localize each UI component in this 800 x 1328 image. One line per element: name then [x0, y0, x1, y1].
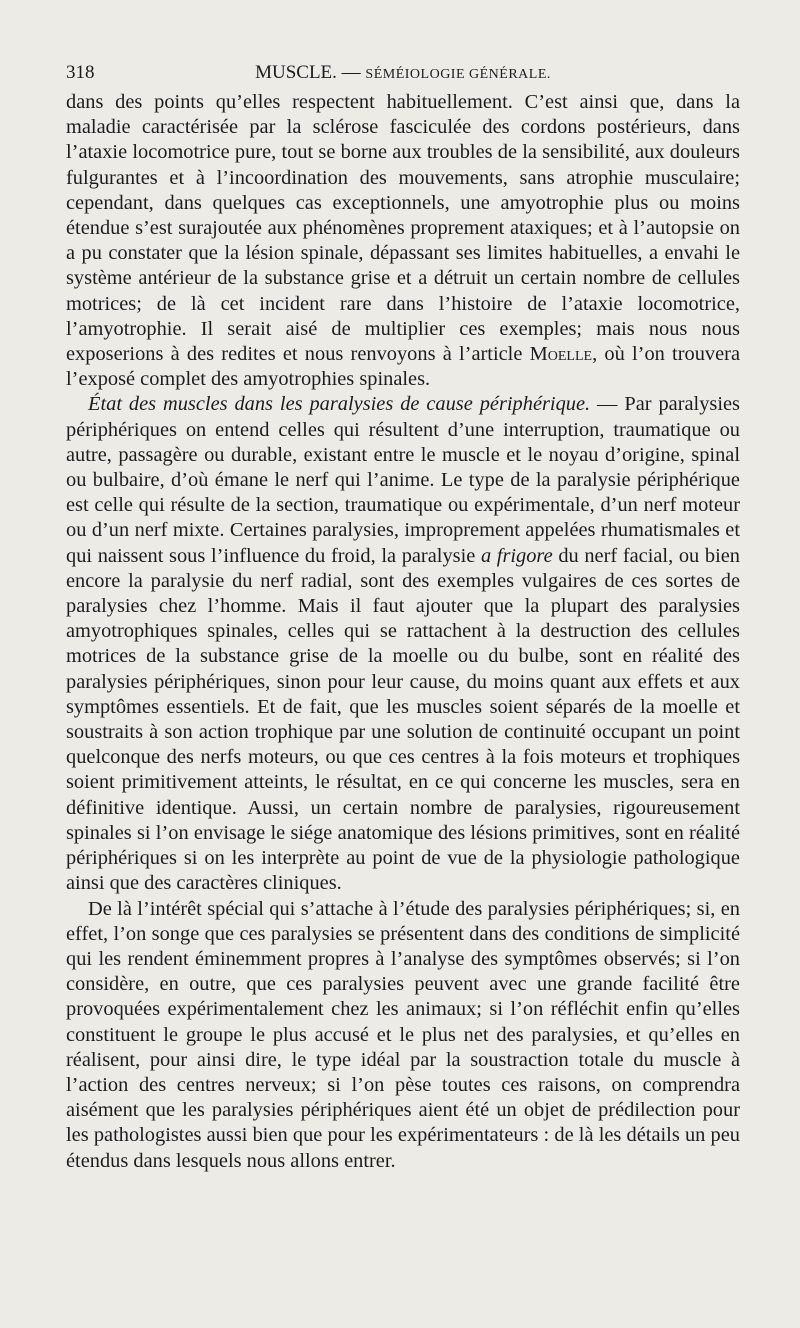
paragraph-1 [66, 90, 740, 392]
paragraph-2 [66, 392, 740, 896]
page-header [66, 62, 740, 86]
running-title: MUSCLE. [255, 62, 337, 83]
article-reference: Moelle [529, 343, 593, 366]
running-subtitle: SÉMÉIOLOGIE GÉNÉRALE. [365, 67, 551, 82]
section-heading: État des muscles dans les paralysies de cause périphérique. [88, 393, 591, 416]
page-number: 318 [66, 62, 95, 83]
paragraph-1-text: dans des points qu’elles respectent habituellement. C’est ainsi que, dans la maladie caractérisée par la sclérose fasciculée des cordons postérieurs, dans l’ataxie locomotrice pure, tout se borne aux troubles de la sensibilité, aux douleurs fulgurantes et à l’incoordination des mouvements, sans atrophie musculaire; cependant, dans quelques cas exceptionnels, une amyotrophie plus ou moins étendue s’est surajoutée aux phénomènes proprement ataxiques; et à l’autopsie on a pu constater que la lésion spinale, dépassant ses limites habituelles, a envahi le système antérieur de la substance grise et a détruit un certain nombre de cellules motrices; de là cet incident rare dans l’histoire de l’ataxie locomotrice, l’amyotrophie. Il serait aisé de multiplier ces exemples; mais nous nous exposerions à des redites et nous renvoyons à l’article [66, 91, 740, 366]
paragraph-2-text-a: — Par paralysies périphériques on entend celles qui résultent d’une interruption, traumatique ou autre, passagère ou durable, existant entre le muscle et le noyau d’origine, spinal ou bulbaire, d’où émane le nerf qui l’anime. Le type de la paralysie périphérique est celle qui résulte de la section, traumatique ou expérimentale, d’un nerf moteur ou d’un nerf mixte. Certaines paralysies, improprement appelées rhumatismales et qui naissent sous l’influence du froid, la paralysie [66, 393, 740, 567]
body-text [66, 90, 740, 1174]
running-head [66, 62, 740, 84]
running-separator: — [341, 62, 361, 83]
italic-term: a frigore [480, 544, 553, 567]
paragraph-1-end: , où l’on trouvera l’exposé complet des amyotrophies spinales. [66, 343, 740, 391]
paragraph-3: De là l’intérêt spécial qui s’attache à l’étude des paralysies périphériques; si, en effet, l’on songe que ces paralysies se présentent dans des conditions de simplicité qui les rendent éminemment propres à l’analyse des symptômes observés; si l’on considère, en outre, que ces paralysies peuvent avec une grande facilité être provoquées expérimentalement chez les animaux; si l’on réfléchit enfin qu’elles constituent le groupe le plus accusé et le plus net des paralysies, et qu’elles en réalisent, pour ainsi dire, le type idéal par la soustraction totale du muscle à l’action des centres nerveux; si l’on pèse toutes ces raisons, on comprendra aisément que les paralysies périphériques aient été un objet de prédilection pour les pathologistes aussi bien que pour les expérimentateurs : de là les détails un peu étendus dans lesquels nous allons entrer. [66, 897, 740, 1172]
paragraph-2-text-b: du nerf facial, ou bien encore la paralysie du nerf radial, sont des exemples vulgaires de ces sortes de paralysies chez l’homme. Mais il faut ajouter que la plupart des paralysies amyotrophiques spinales, celles qui se rattachent à la destruction des cellules motrices de la substance grise de la moelle ou du bulbe, sont en réalité des paralysies périphériques, sinon pour leur cause, du moins quant aux effets et aux symptômes essentiels. Et de fait, que les muscles soient séparés de la moelle et soustraits à son action trophique par une solution de continuité occupant un point quelconque des nerfs moteurs, ou que ces centres à la fois moteurs et trophiques soient primitivement atteints, le résultat, en ce qui concerne les muscles, sera en définitive identique. Aussi, un certain nombre de paralysies, rigoureusement spinales si l’on envisage le siége anatomique des lésions primitives, sont en réalité périphériques si on les interprète au point de vue de la physiologie pathologique ainsi que des caractères cliniques. [66, 544, 740, 895]
